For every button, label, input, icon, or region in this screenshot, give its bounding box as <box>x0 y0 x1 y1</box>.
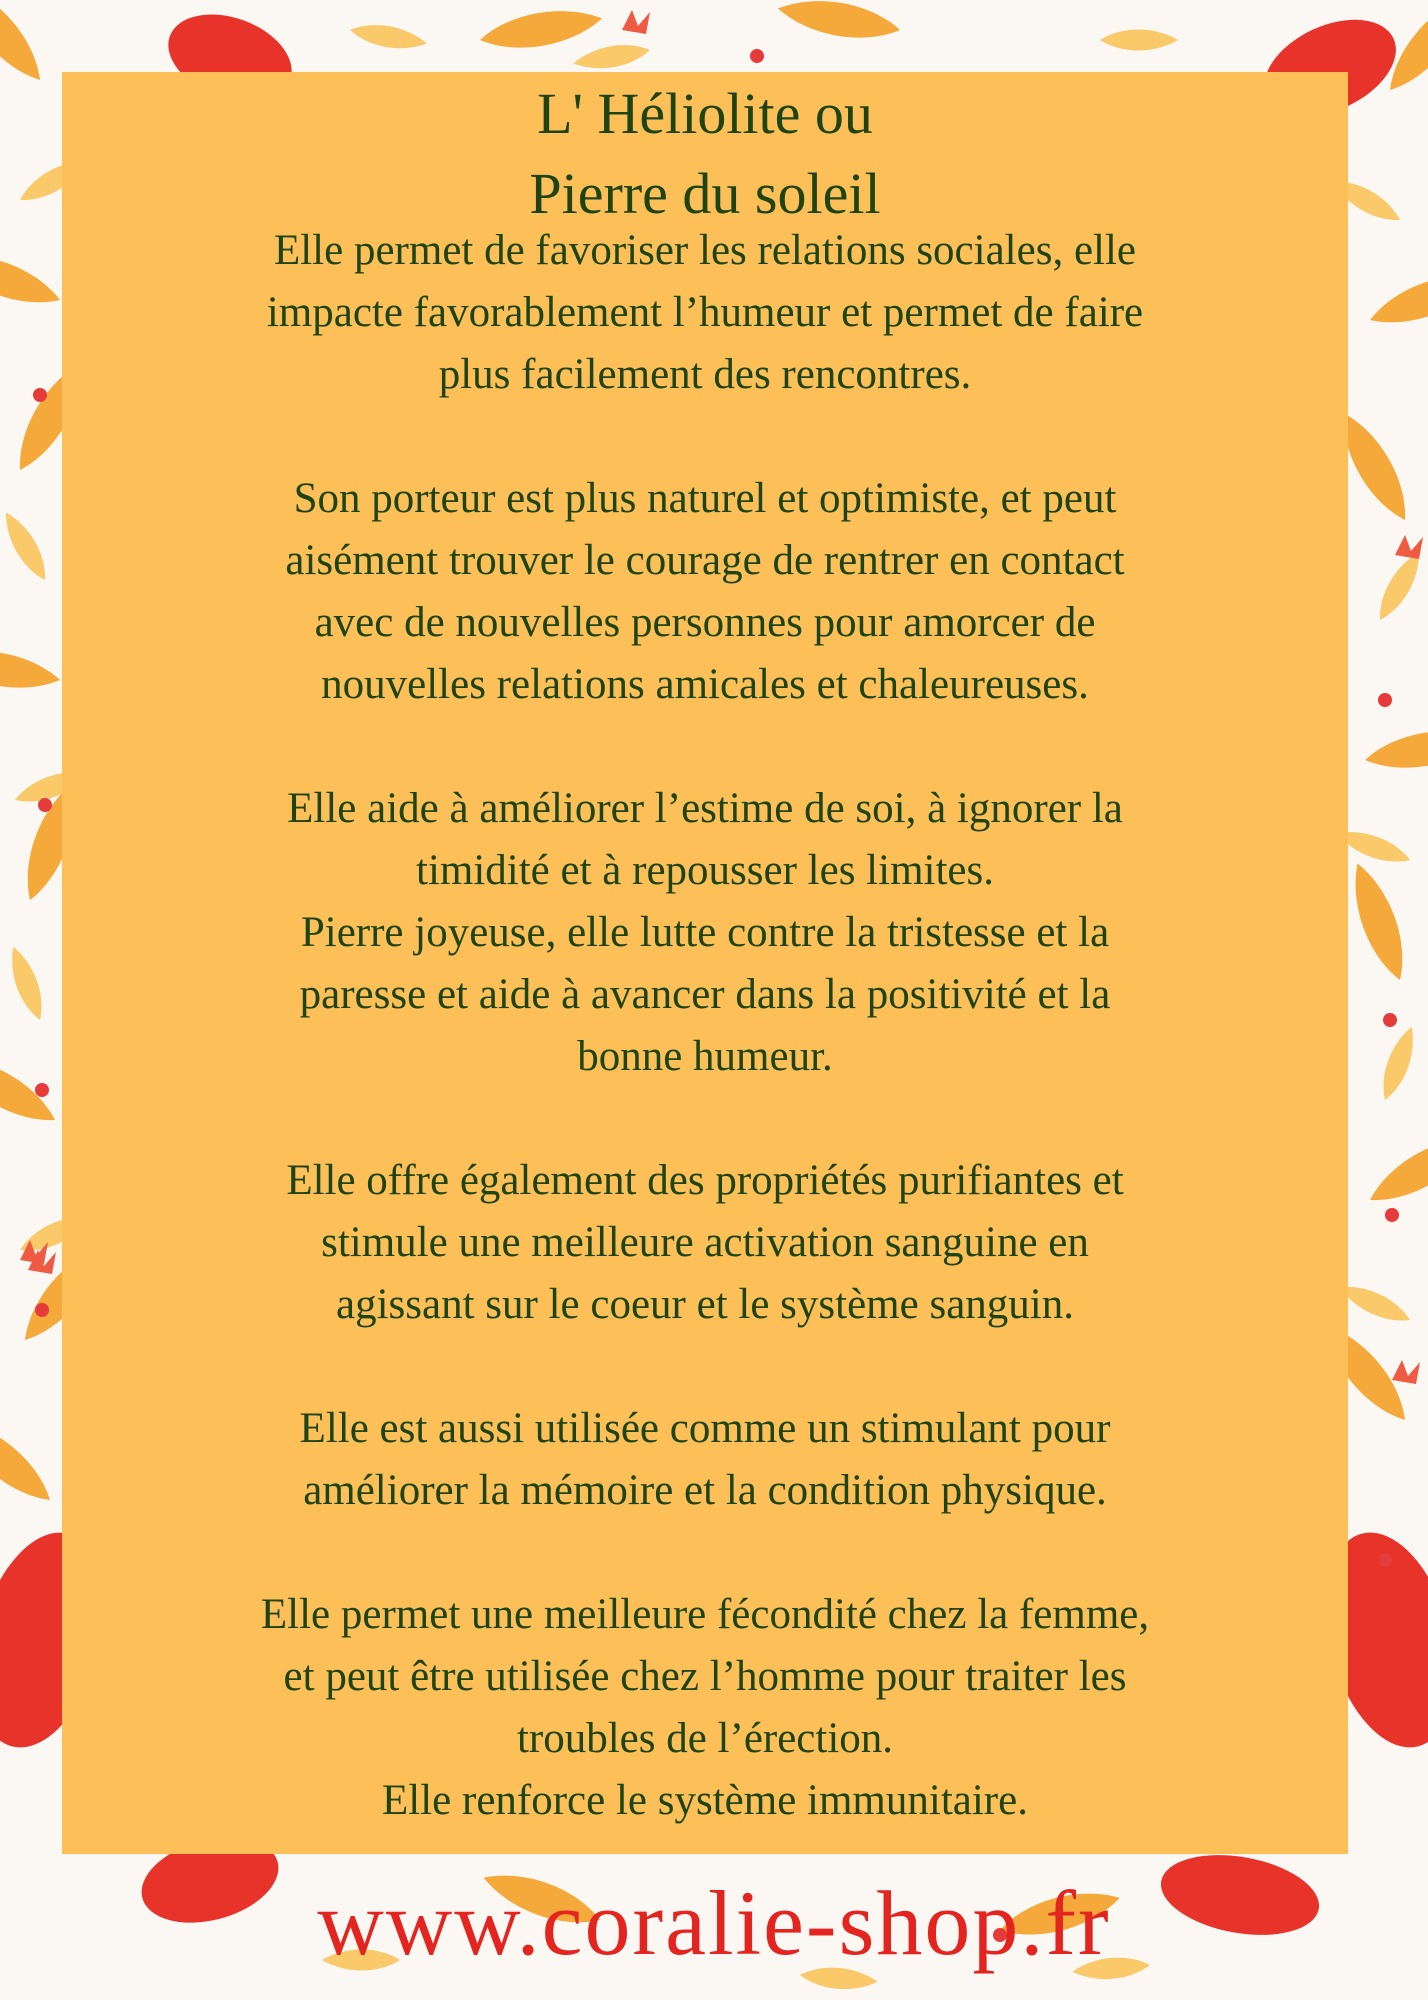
title-line: L' Héliolite ou <box>537 81 873 146</box>
text-line: Elle aide à améliorer l’estime de soi, à ignorer la <box>287 785 1123 832</box>
text-line: et peut être utilisée chez l’homme pour traiter les <box>283 1653 1127 1700</box>
text-line: Elle offre également des propriétés purifiantes et <box>286 1157 1124 1204</box>
text-line: avec de nouvelles personnes pour amorcer de <box>314 599 1096 646</box>
paragraph <box>62 1398 1348 1522</box>
text-line: bonne humeur. <box>577 1033 833 1080</box>
text-line: Pierre joyeuse, elle lutte contre la tristesse et la <box>300 909 1110 956</box>
text-line: paresse et aide à avancer dans la positivité et la <box>299 971 1111 1018</box>
paragraph <box>62 468 1348 716</box>
paragraph <box>62 778 1348 1088</box>
paragraph <box>62 220 1348 406</box>
description-body <box>62 220 1348 1832</box>
text-line: Elle permet de favoriser les relations sociales, elle <box>273 227 1137 274</box>
title-line: Pierre du soleil <box>529 161 881 226</box>
text-line: nouvelles relations amicales et chaleureuses. <box>321 661 1089 708</box>
text-line: plus facilement des rencontres. <box>438 351 972 398</box>
page-title <box>62 74 1348 234</box>
text-line: agissant sur le coeur et le système sanguin. <box>336 1281 1074 1328</box>
text-line: troubles de l’érection. <box>516 1715 894 1762</box>
text-line: timidité et à repousser les limites. <box>416 847 994 894</box>
text-line: stimule une meilleure activation sanguine en <box>321 1219 1089 1266</box>
text-line: Elle permet une meilleure fécondité chez la femme, <box>260 1591 1150 1638</box>
text-line: améliorer la mémoire et la condition physique. <box>303 1467 1107 1514</box>
paragraph <box>62 1150 1348 1336</box>
text-line: Elle renforce le système immunitaire. <box>382 1777 1028 1824</box>
text-line: Elle est aussi utilisée comme un stimulant pour <box>299 1405 1111 1452</box>
text-line: impacte favorablement l’humeur et permet de faire <box>266 289 1144 336</box>
website-link[interactable]: www.coralie-shop.fr <box>317 1872 1111 1974</box>
paragraph <box>62 1584 1348 1832</box>
text-line: Son porteur est plus naturel et optimiste, et peut <box>293 475 1117 522</box>
text-line: aisément trouver le courage de rentrer en contact <box>285 537 1125 584</box>
